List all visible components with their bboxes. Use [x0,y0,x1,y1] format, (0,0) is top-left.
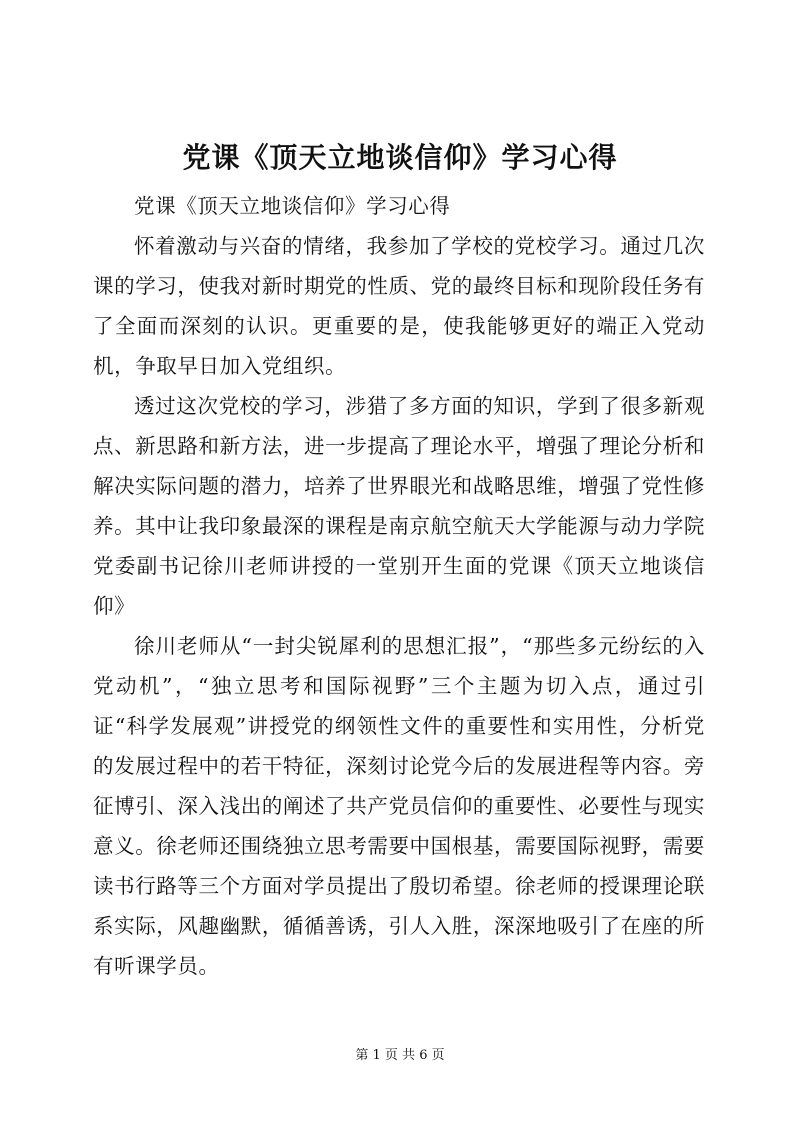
paragraph-intro: 怀着激动与兴奋的情绪，我参加了学校的党校学习。通过几次课的学习，使我对新时期党的性质、党的最终目标和现阶段任务有了全面而深刻的认识。更重要的是，使我能够更好的端正入党动机，争取早日加入党组织。 [93,234,705,378]
document-body [93,186,705,986]
document-title: 党课《顶天立地谈信仰》学习心得 [182,141,618,174]
paragraph-lecture: 徐川老师从“一封尖锐犀利的思想汇报”，“那些多元纷纭的入党动机”，“独立思考和国际视野”三个主题为切入点，通过引证“科学发展观”讲授党的纲领性文件的重要性和实用性，分析党的发展过程中的若干特征，深刻讨论党今后的发展进程等内容。旁征博引、深入浅出的阐述了共产党员信仰的重要性、必要性与现实意义。徐老师还围绕独立思考需要中国根基，需要国际视野，需要读书行路等三个方面对学员提出了殷切希望。徐老师的授课理论联系实际，风趣幽默，循循善诱，引人入胜，深深地吸引了在座的所有听课学员。 [93,634,705,978]
page-footer: 第 1 页 共 6 页 [355,1048,445,1063]
subtitle-paragraph: 党课《顶天立地谈信仰》学习心得 [134,194,451,218]
paragraph-study: 透过这次党校的学习，涉猎了多方面的知识，学到了很多新观点、新思路和新方法，进一步提高了理论水平，增强了理论分析和解决实际问题的潜力，培养了世界眼光和战略思维，增强了党性修养。其中让我印象最深的课程是南京航空航天大学能源与动力学院党委副书记徐川老师讲授的一堂别开生面的党课《顶天立地谈信仰》 [93,394,705,618]
